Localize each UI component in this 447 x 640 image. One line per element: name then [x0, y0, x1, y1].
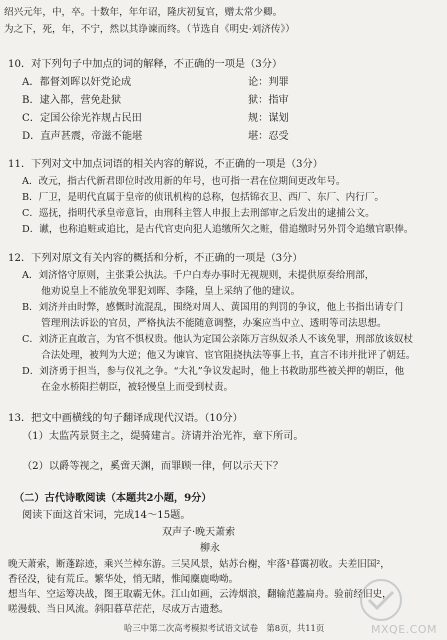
q10-option-a-gloss: 论：判罪	[248, 77, 289, 88]
page-footer: 哈三中第二次高考模拟考试语文试卷 第8页，共11页	[124, 623, 325, 633]
q12-line-2: 他劝说皇上不能放免罪犯刘晖、李隆，皇上采纳了他的建议。	[22, 286, 301, 297]
q10-option-b: B．逮入都，营免赴狱	[22, 95, 122, 106]
q12-line-1: A．刘济恪守原则，主张秉公执法。千户白寿办事时无视规则，未提供原奏给刑部，	[22, 270, 375, 281]
watermark-logo	[325, 574, 437, 636]
q12-line-6: 合法处理，被判为大逆；他又为谏官、宦官阻挠执法等事上书，直言不讳并批评了朝廷。	[22, 350, 416, 361]
intro-line-2: 为之下，死，年，不宁，然以其诤谏而终。（节选自《明史·刘济传》）	[4, 24, 295, 35]
q13-sentence-2: （2）以爵等视之，奚啻天渊，而罪顾一律，何以示天下？	[22, 461, 284, 472]
watermark-text: MXQE.COM	[371, 623, 437, 636]
q11-option-d: D．谳，也称追赃或追比，是古代官吏向犯人追缴所欠之赃，借追缴时另外罚令追缴官职俸。	[22, 224, 414, 235]
q10-option-a: A．都督刘晖以奸党论成	[22, 77, 132, 88]
intro-line-1: 绍兴元年，中，卒。十数年，年年诏，隆庆初复官，赠太常少卿。	[4, 7, 283, 18]
q12-stem: 12．下列对原文有关内容的概括和分析，不正确的一项是（3分）	[8, 253, 303, 264]
q11-option-c: C．巡抚，指明代承皇帝意旨，由刑科主管人申报上去刑部审之后发出的逮捕公文。	[22, 208, 375, 219]
q13-stem: 13．把文中画横线的句子翻译成现代汉语。（10分）	[8, 413, 243, 424]
section2-heading: （二）古代诗歌阅读（本题共2小题，9分）	[14, 492, 212, 504]
q13-sentence-1: （1）太监芮景贤主之，缇骑建言。济请并治光祚，章下所司。	[22, 431, 304, 442]
poem-title: 双声子·晚天萧索	[162, 527, 236, 538]
q10-stem: 10．对下列句子中加点的词的解释，不正确的一项是（3分）	[8, 59, 283, 70]
q10-option-b-gloss: 狱：指审	[248, 95, 289, 106]
q10-option-d-gloss: 堪：忍受	[248, 131, 289, 142]
q12-line-8: 在金水桥阳拦朝臣，被轻慢皇上而受到杖责。	[22, 382, 234, 393]
q10-option-c: C．定国公徐光祚规占民田	[22, 113, 142, 124]
q11-option-b: B．厂卫，是明代直属于皇帝的侦讯机构的总称，包括锦衣卫、西厂、东厂、内行厂。	[22, 192, 385, 203]
q12-line-5: C．刘济正直敢言，为官不惧权贵。他认为定国公亲陈万言纵奴杀人不该免罪，刑部放该奴杖	[22, 334, 414, 345]
q10-option-c-gloss: 规：谋划	[248, 113, 289, 124]
q10-option-d: D．直声甚震，帝滋不能堪	[22, 131, 143, 142]
poem-line-1: 晚天萧索，断蓬踪迹，乘兴兰棹东游。三吴风景，姑苏台榭，牢落¹暮霭初收。夫差旧国²，	[8, 559, 390, 570]
q12-line-4: 管理刑法诉讼的官员，严格执法不能随意调整，办案应当中立、透明等司法思想。	[22, 318, 387, 329]
poem-author: 柳永	[200, 543, 220, 554]
q12-line-7: D．刘济勇于担当，参与仪礼之争。“大礼”争议发起时，他上书救助那些被关押的朝臣，他	[22, 366, 405, 377]
q11-stem: 11．下列对文中加点词语的相关内容的解说，不正确的一项是（3分）	[8, 159, 323, 170]
poem-line-4: 嗟漫载、当日风流。斜阳暮草茫茫，尽成万古遗愁。	[8, 604, 229, 615]
section2-intro: 阅读下面这首宋词，完成14～15题。	[22, 510, 191, 521]
q11-option-a: A．改元，指古代新君即位时改用新的年号，也可指一君在位期间更改年号。	[22, 176, 346, 187]
q12-line-3: B．刘济并由时弊，感慨时流混乱，围绕对周人、黄国用的判罚的争议，他上书指出请专门	[22, 302, 404, 313]
poem-line-3: 想当年、空运筹决战，图王取霸无休。江山如画，云涛烟浪，翻输范蠡扁舟。验前经旧史，	[8, 589, 392, 600]
poem-line-2: 香径没，徒有荒丘。繁华处，悄无睹，惟闻麋鹿呦呦。	[8, 574, 239, 585]
